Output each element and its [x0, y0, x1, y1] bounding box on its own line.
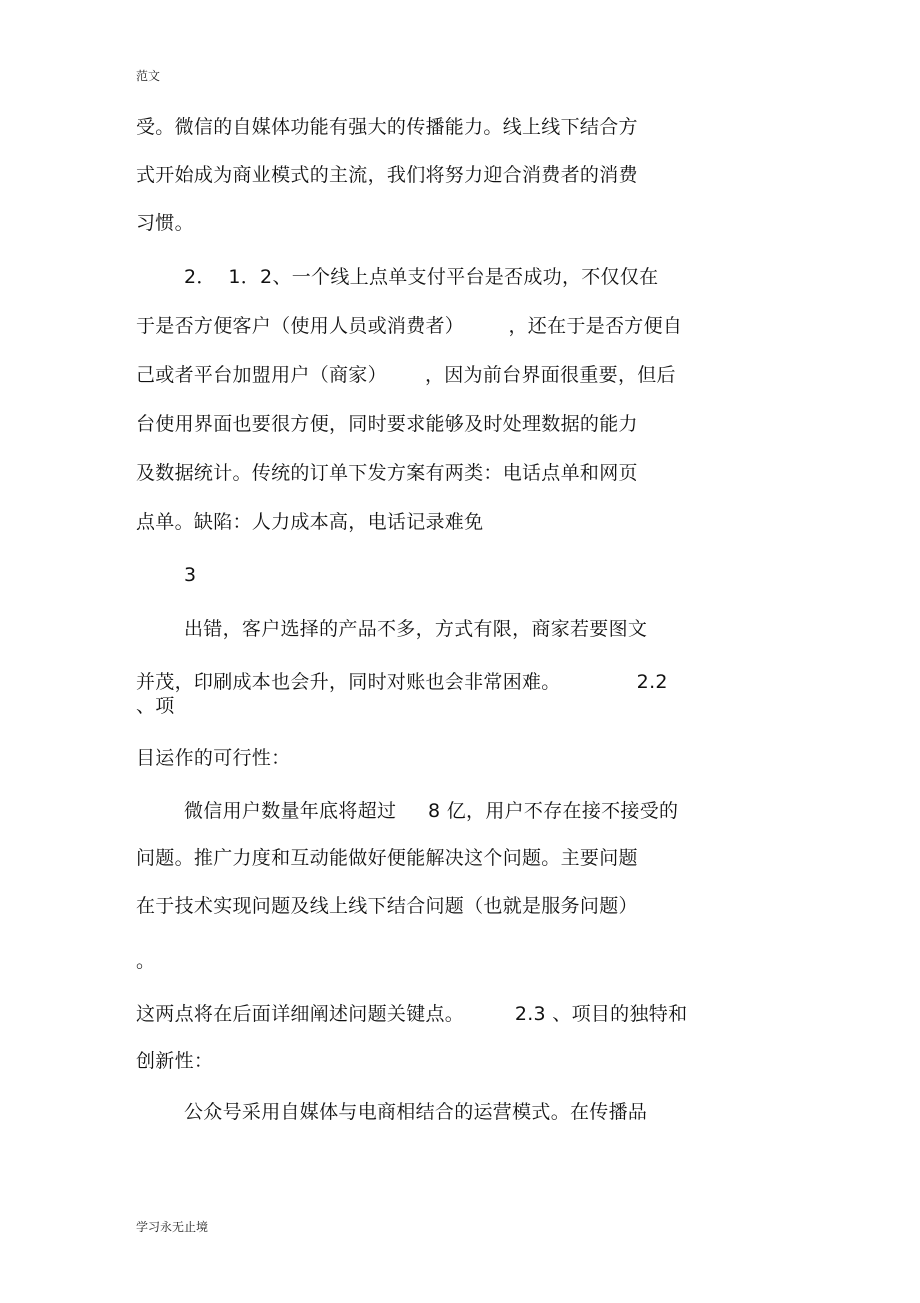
page-header: 范文 [136, 69, 161, 83]
paragraph-line: 点单。缺陷：人力成本高，电话记录难免 [136, 511, 484, 533]
section-heading: 目运作的可行性： [136, 747, 291, 769]
paragraph-line: 2． 1．2、一个线上点单支付平台是否成功，不仅仅在 [184, 266, 659, 288]
paragraph-line: 于是否方便客户（使用人员或消费者） ，还在于是否方便自 [136, 315, 683, 337]
paragraph-line: 这两点将在后面详细阐述问题关键点。 2.3 、项目的独特和 [136, 1003, 688, 1025]
page-footer: 学习永无止境 [136, 1220, 209, 1234]
paragraph-line: 式开始成为商业模式的主流，我们将努力迎合消费者的消费 [136, 164, 638, 186]
paragraph-line: 受。微信的自媒体功能有强大的传播能力。线上线下结合方 [136, 116, 638, 138]
paragraph-line: 在于技术实现问题及线上线下结合问题（也就是服务问题） [136, 895, 638, 917]
paragraph-line: 习惯。 [136, 212, 194, 234]
paragraph-line: 出错，客户选择的产品不多，方式有限，商家若要图文 [184, 618, 648, 640]
paragraph-line: 并茂，印刷成本也会升，同时对账也会非常困难。 2.2 [136, 671, 668, 693]
paragraph-line: 问题。推广力度和互动能做好便能解决这个问题。主要问题 [136, 847, 638, 869]
section-heading: 创新性： [136, 1050, 214, 1072]
paragraph-line: 微信用户数量年底将超过 8 亿，用户不存在接不接受的 [184, 800, 679, 822]
paragraph-line: 公众号采用自媒体与电商相结合的运营模式。在传播品 [184, 1101, 648, 1123]
paragraph-line: 台使用界面也要很方便，同时要求能够及时处理数据的能力 [136, 413, 638, 435]
paragraph-line: 。 [136, 950, 156, 972]
paragraph-line: 、项 [136, 695, 175, 717]
paragraph-line: 己或者平台加盟用户（商家） ，因为前台界面很重要，但后 [136, 364, 676, 386]
page-number-inline: 3 [184, 564, 197, 586]
paragraph-line: 及数据统计。传统的订单下发方案有两类：电话点单和网页 [136, 462, 638, 484]
